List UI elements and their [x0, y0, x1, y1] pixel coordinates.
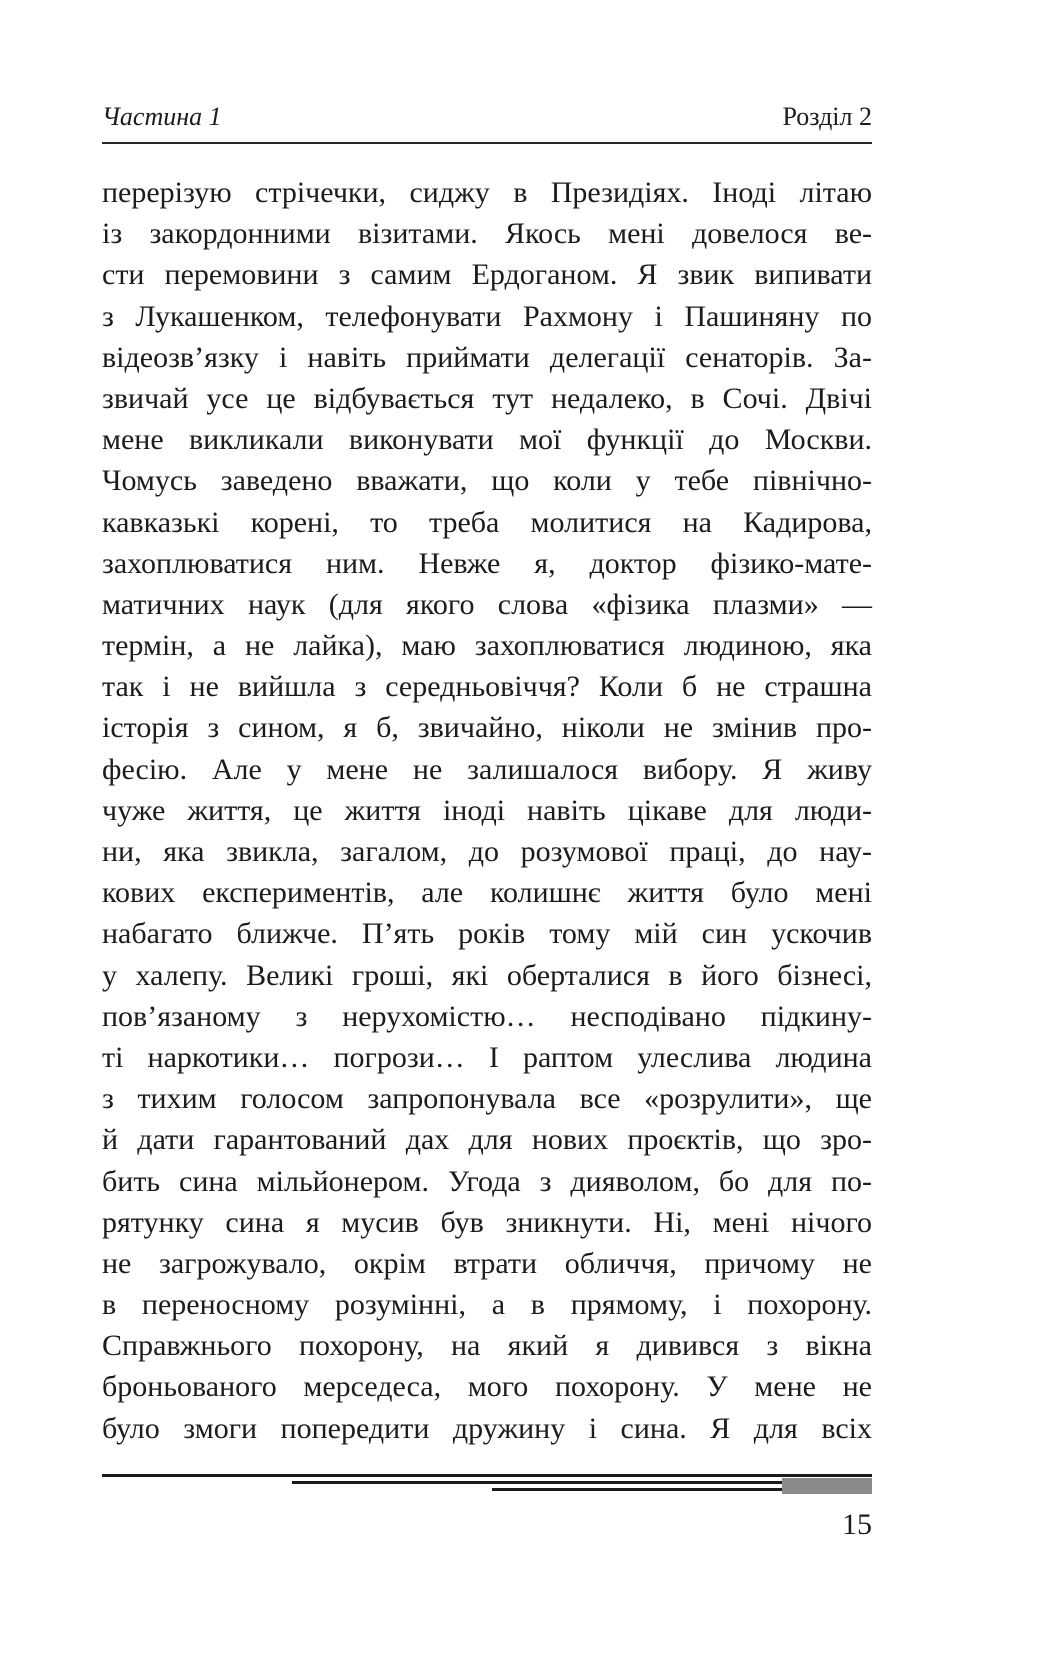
text-line: чуже життя, це життя іноді навіть цікаве для люди-	[102, 793, 872, 827]
text-line: матичних наук (для якого слова «фізика плазми» —	[102, 587, 872, 621]
text-line: було змоги попередити дружину і сина. Я для всіх	[102, 1411, 872, 1445]
text-line: термін, а не лайка), маю захоплюватися людиною, яка	[102, 629, 872, 663]
text-line: Чомусь заведено вважати, що коли у тебе північно-	[102, 464, 872, 498]
part-label: Частина 1	[102, 102, 222, 131]
text-line: із закордонними візитами. Якось мені довелося ве-	[102, 217, 872, 251]
text-line: ни, яка звикла, загалом, до розумової праці, до нау-	[102, 835, 872, 868]
text-line: не загрожувало, окрім втрати обличчя, причому не	[102, 1246, 872, 1280]
text-line: в переносному розумінні, а в прямому, і похорону.	[102, 1288, 872, 1322]
text-line: фесію. Але у мене не залишалося вибору. Я живу	[102, 752, 872, 786]
text-line: з Лукашенком, телефонувати Рахмону і Пашиняну по	[102, 299, 872, 333]
page-number: 15	[842, 1508, 872, 1541]
text-line: Справжнього похорону, на який я дивився з вікна	[102, 1329, 872, 1363]
footer-rule	[102, 1472, 872, 1496]
text-line: з тихим голосом запропонувала все «розрулити», ще	[102, 1082, 872, 1116]
text-line: набагато ближче. П’ять років тому мій син ускочив	[102, 917, 872, 951]
text-line: кавказькі корені, то треба молитися на Кадирова,	[102, 505, 872, 539]
running-header	[102, 98, 872, 144]
text-line: й дати гарантований дах для нових проєктів, що зро-	[102, 1123, 872, 1157]
body-text	[102, 172, 872, 1449]
text-line: звичай усе це відбувається тут недалеко, в Сочі. Двічі	[102, 381, 872, 415]
text-line: перерізую стрічечки, сиджу в Президіях. Іноді літаю	[102, 176, 872, 209]
text-line: броньованого мерседеса, мого похорону. У мене не	[102, 1370, 872, 1404]
text-line: історія з сином, я б, звичайно, ніколи не змінив про-	[102, 711, 872, 745]
footer-rule-accent	[782, 1478, 872, 1494]
text-line: рятунку сина я мусив був зникнути. Ні, мені нічого	[102, 1205, 872, 1239]
text-line: бить сина мільйонером. Угода з дияволом, бо для по-	[102, 1164, 872, 1198]
text-line: ті наркотики… погрози… І раптом улеслива людина	[102, 1040, 872, 1074]
text-line: у халепу. Великі гроші, які оберталися в його бізнесі,	[102, 958, 872, 992]
text-line: пов’язаному з нерухомістю… несподівано підкину-	[102, 999, 872, 1033]
text-line: кових експериментів, але колишнє життя було мені	[102, 876, 872, 910]
chapter-label: Розділ 2	[782, 102, 872, 131]
text-line: відеозв’язку і навіть приймати делегації сенаторів. За-	[102, 340, 872, 374]
text-line: мене викликали виконувати мої функції до Москви.	[102, 423, 872, 457]
text-line: так і не вийшла з середньовіччя? Коли б не страшна	[102, 670, 872, 704]
footer-rule-line-top	[102, 1474, 872, 1477]
text-line: сти перемовини з самим Ердоганом. Я звик випивати	[102, 258, 872, 292]
text-line: захоплюватися ним. Невже я, доктор фізико-мате-	[102, 546, 872, 580]
